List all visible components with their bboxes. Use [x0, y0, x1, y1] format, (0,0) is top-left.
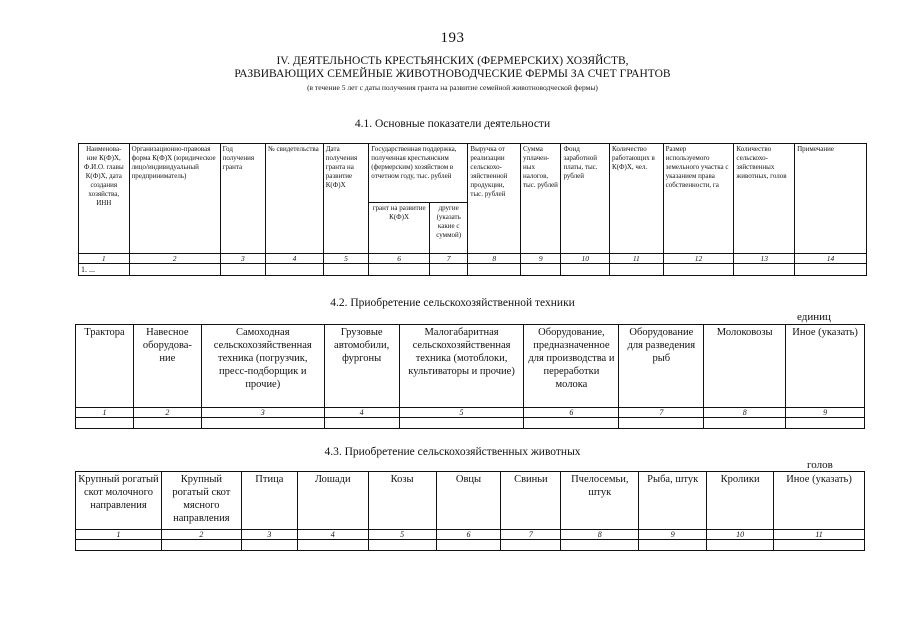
column-number: 3 [241, 530, 297, 540]
table-cell[interactable] [561, 540, 639, 551]
table-cell[interactable] [241, 540, 297, 551]
header-land-size: Размер используемого земельного участка с указанием права собственности, га [663, 144, 734, 254]
column-number: 14 [795, 254, 867, 264]
table-cell[interactable] [619, 418, 704, 429]
header-legal-form: Организационно-правовая форма К(Ф)Х (юридическое лицо/индивидуальный предприниматель) [129, 144, 220, 254]
header-other: Иное (указать) [786, 325, 865, 408]
table-cell[interactable] [297, 540, 368, 551]
table-cell[interactable] [610, 264, 664, 276]
column-number: 9 [639, 530, 707, 540]
table-cell[interactable] [368, 540, 436, 551]
section-title-line-1: IV. ДЕЯТЕЛЬНОСТЬ КРЕСТЬЯНСКИХ (ФЕРМЕРСКИХ) ХОЗЯЙСТВ, [276, 55, 629, 67]
activity-indicators-table [78, 143, 867, 276]
table-cell[interactable] [323, 264, 369, 276]
table-cell[interactable] [639, 540, 707, 551]
column-number: 2 [129, 254, 220, 264]
table-cell[interactable] [201, 418, 324, 429]
header-payroll-fund: Фонд заработной платы, тыс. рублей [561, 144, 610, 254]
header-milk-tankers: Молоковозы [704, 325, 786, 408]
column-number: 6 [436, 530, 501, 540]
header-small-machinery: Малогабаритная сельскохозяйственная техника (мотоблоки, культиваторы и прочие) [399, 325, 524, 408]
table-row-label: 1. ... [79, 264, 130, 276]
table-cell[interactable] [266, 264, 324, 276]
subsection-title-4-2: 4.2. Приобретение сельскохозяйственной техники [330, 297, 575, 309]
column-number: 8 [561, 530, 639, 540]
table-cell[interactable] [220, 264, 266, 276]
header-taxes-paid: Сумма уплачен-ных налогов, тыс. рублей [521, 144, 561, 254]
header-development-grant: грант на развитие К(Ф)Х [369, 203, 430, 254]
header-rabbits: Кролики [707, 472, 774, 530]
column-number: 10 [707, 530, 774, 540]
table-cell[interactable] [501, 540, 561, 551]
column-number: 6 [369, 254, 430, 264]
table-cell[interactable] [663, 264, 734, 276]
column-number: 7 [619, 408, 704, 418]
column-number: 10 [561, 254, 610, 264]
column-number: 11 [610, 254, 664, 264]
table-cell[interactable] [161, 540, 241, 551]
table-cell[interactable] [524, 418, 619, 429]
table-cell[interactable] [707, 540, 774, 551]
header-notes: Примечание [795, 144, 867, 254]
header-trucks: Грузовые автомобили, фургоны [324, 325, 399, 408]
header-horses: Лошади [297, 472, 368, 530]
header-sheep: Овцы [436, 472, 501, 530]
table-cell[interactable] [786, 418, 865, 429]
unit-label: голов [807, 459, 833, 471]
header-revenue: Выручка от реализации сельскохо-зяйственной продукции, тыс. рублей [468, 144, 521, 254]
header-tractors: Трактора [76, 325, 134, 408]
header-goats: Козы [368, 472, 436, 530]
column-number: 5 [399, 408, 524, 418]
column-number: 13 [734, 254, 795, 264]
table-cell[interactable] [795, 264, 867, 276]
column-number: 8 [468, 254, 521, 264]
header-farm-name: Наименова-ние К(Ф)Х, Ф.И.О. главы К(Ф)Х, дата создания хозяйства, ИНН [79, 144, 130, 254]
table-cell[interactable] [76, 418, 134, 429]
column-number: 1 [79, 254, 130, 264]
header-milk-equipment: Оборудование, предназначенное для производства и переработки молока [524, 325, 619, 408]
header-self-propelled-machinery: Самоходная сельскохозяйственная техника (погрузчик, пресс-подборщик и прочие) [201, 325, 324, 408]
table-cell[interactable] [774, 540, 865, 551]
table-cell[interactable] [369, 264, 430, 276]
column-number: 4 [324, 408, 399, 418]
section-title-note: (в течение 5 лет с даты получения гранта на развитие семейной животноводческой фермы) [307, 83, 598, 92]
column-number: 1 [76, 408, 134, 418]
subsection-title-4-3: 4.3. Приобретение сельскохозяйственных животных [324, 446, 581, 458]
table-cell[interactable] [129, 264, 220, 276]
table-cell[interactable] [399, 418, 524, 429]
header-state-support: Государственная поддержка, полученная крестьянским (фермерским) хозяйством в отчетном году, тыс. рублей [369, 144, 468, 203]
table-cell[interactable] [734, 264, 795, 276]
table-cell[interactable] [133, 418, 201, 429]
table-cell[interactable] [468, 264, 521, 276]
header-bee-colonies: Пчелосемьи, штук [561, 472, 639, 530]
column-number: 5 [368, 530, 436, 540]
header-employees: Количество работающих в К(Ф)Х, чел. [610, 144, 664, 254]
header-dairy-cattle: Крупный рогатый скот молочного направления [76, 472, 162, 530]
header-pigs: Свиньи [501, 472, 561, 530]
column-number: 9 [521, 254, 561, 264]
header-fish: Рыба, штук [639, 472, 707, 530]
header-poultry: Птица [241, 472, 297, 530]
livestock-purchase-table [75, 471, 865, 551]
machinery-purchase-table [75, 324, 865, 429]
header-mounted-equipment: Навесное оборудова-ние [133, 325, 201, 408]
header-fish-equipment: Оборудование для разведения рыб [619, 325, 704, 408]
subsection-title-4-1: 4.1. Основные показатели деятельности [354, 118, 551, 130]
column-number: 9 [786, 408, 865, 418]
column-number: 7 [429, 254, 467, 264]
header-grant-date: Дата получения гранта на развитие К(Ф)Х [323, 144, 369, 254]
header-other-support: другие (указать какие с суммой) [429, 203, 467, 254]
header-grant-year: Год получения гранта [220, 144, 266, 254]
table-cell[interactable] [704, 418, 786, 429]
column-number: 4 [266, 254, 324, 264]
table-cell[interactable] [76, 540, 162, 551]
table-cell[interactable] [429, 264, 467, 276]
header-other: Иное (указать) [774, 472, 865, 530]
column-number: 3 [201, 408, 324, 418]
column-number: 6 [524, 408, 619, 418]
column-number: 5 [323, 254, 369, 264]
page-number: 193 [440, 30, 465, 46]
column-number: 12 [663, 254, 734, 264]
column-number: 8 [704, 408, 786, 418]
table-cell[interactable] [521, 264, 561, 276]
column-number: 3 [220, 254, 266, 264]
unit-label: единиц [797, 311, 831, 323]
table-cell[interactable] [436, 540, 501, 551]
section-title-line-2: РАЗВИВАЮЩИХ СЕМЕЙНЫЕ ЖИВОТНОВОДЧЕСКИЕ ФЕРМЫ ЗА СЧЕТ ГРАНТОВ [234, 68, 671, 80]
column-number: 4 [297, 530, 368, 540]
column-number: 7 [501, 530, 561, 540]
table-cell[interactable] [561, 264, 610, 276]
table-cell[interactable] [324, 418, 399, 429]
column-number: 2 [133, 408, 201, 418]
header-beef-cattle: Крупный рогатый скот мясного направления [161, 472, 241, 530]
column-number: 1 [76, 530, 162, 540]
header-livestock-count: Количество сельскохо-зяйственных животных, голов [734, 144, 795, 254]
column-number: 11 [774, 530, 865, 540]
column-number: 2 [161, 530, 241, 540]
header-certificate-number: № свидетельства [266, 144, 324, 254]
